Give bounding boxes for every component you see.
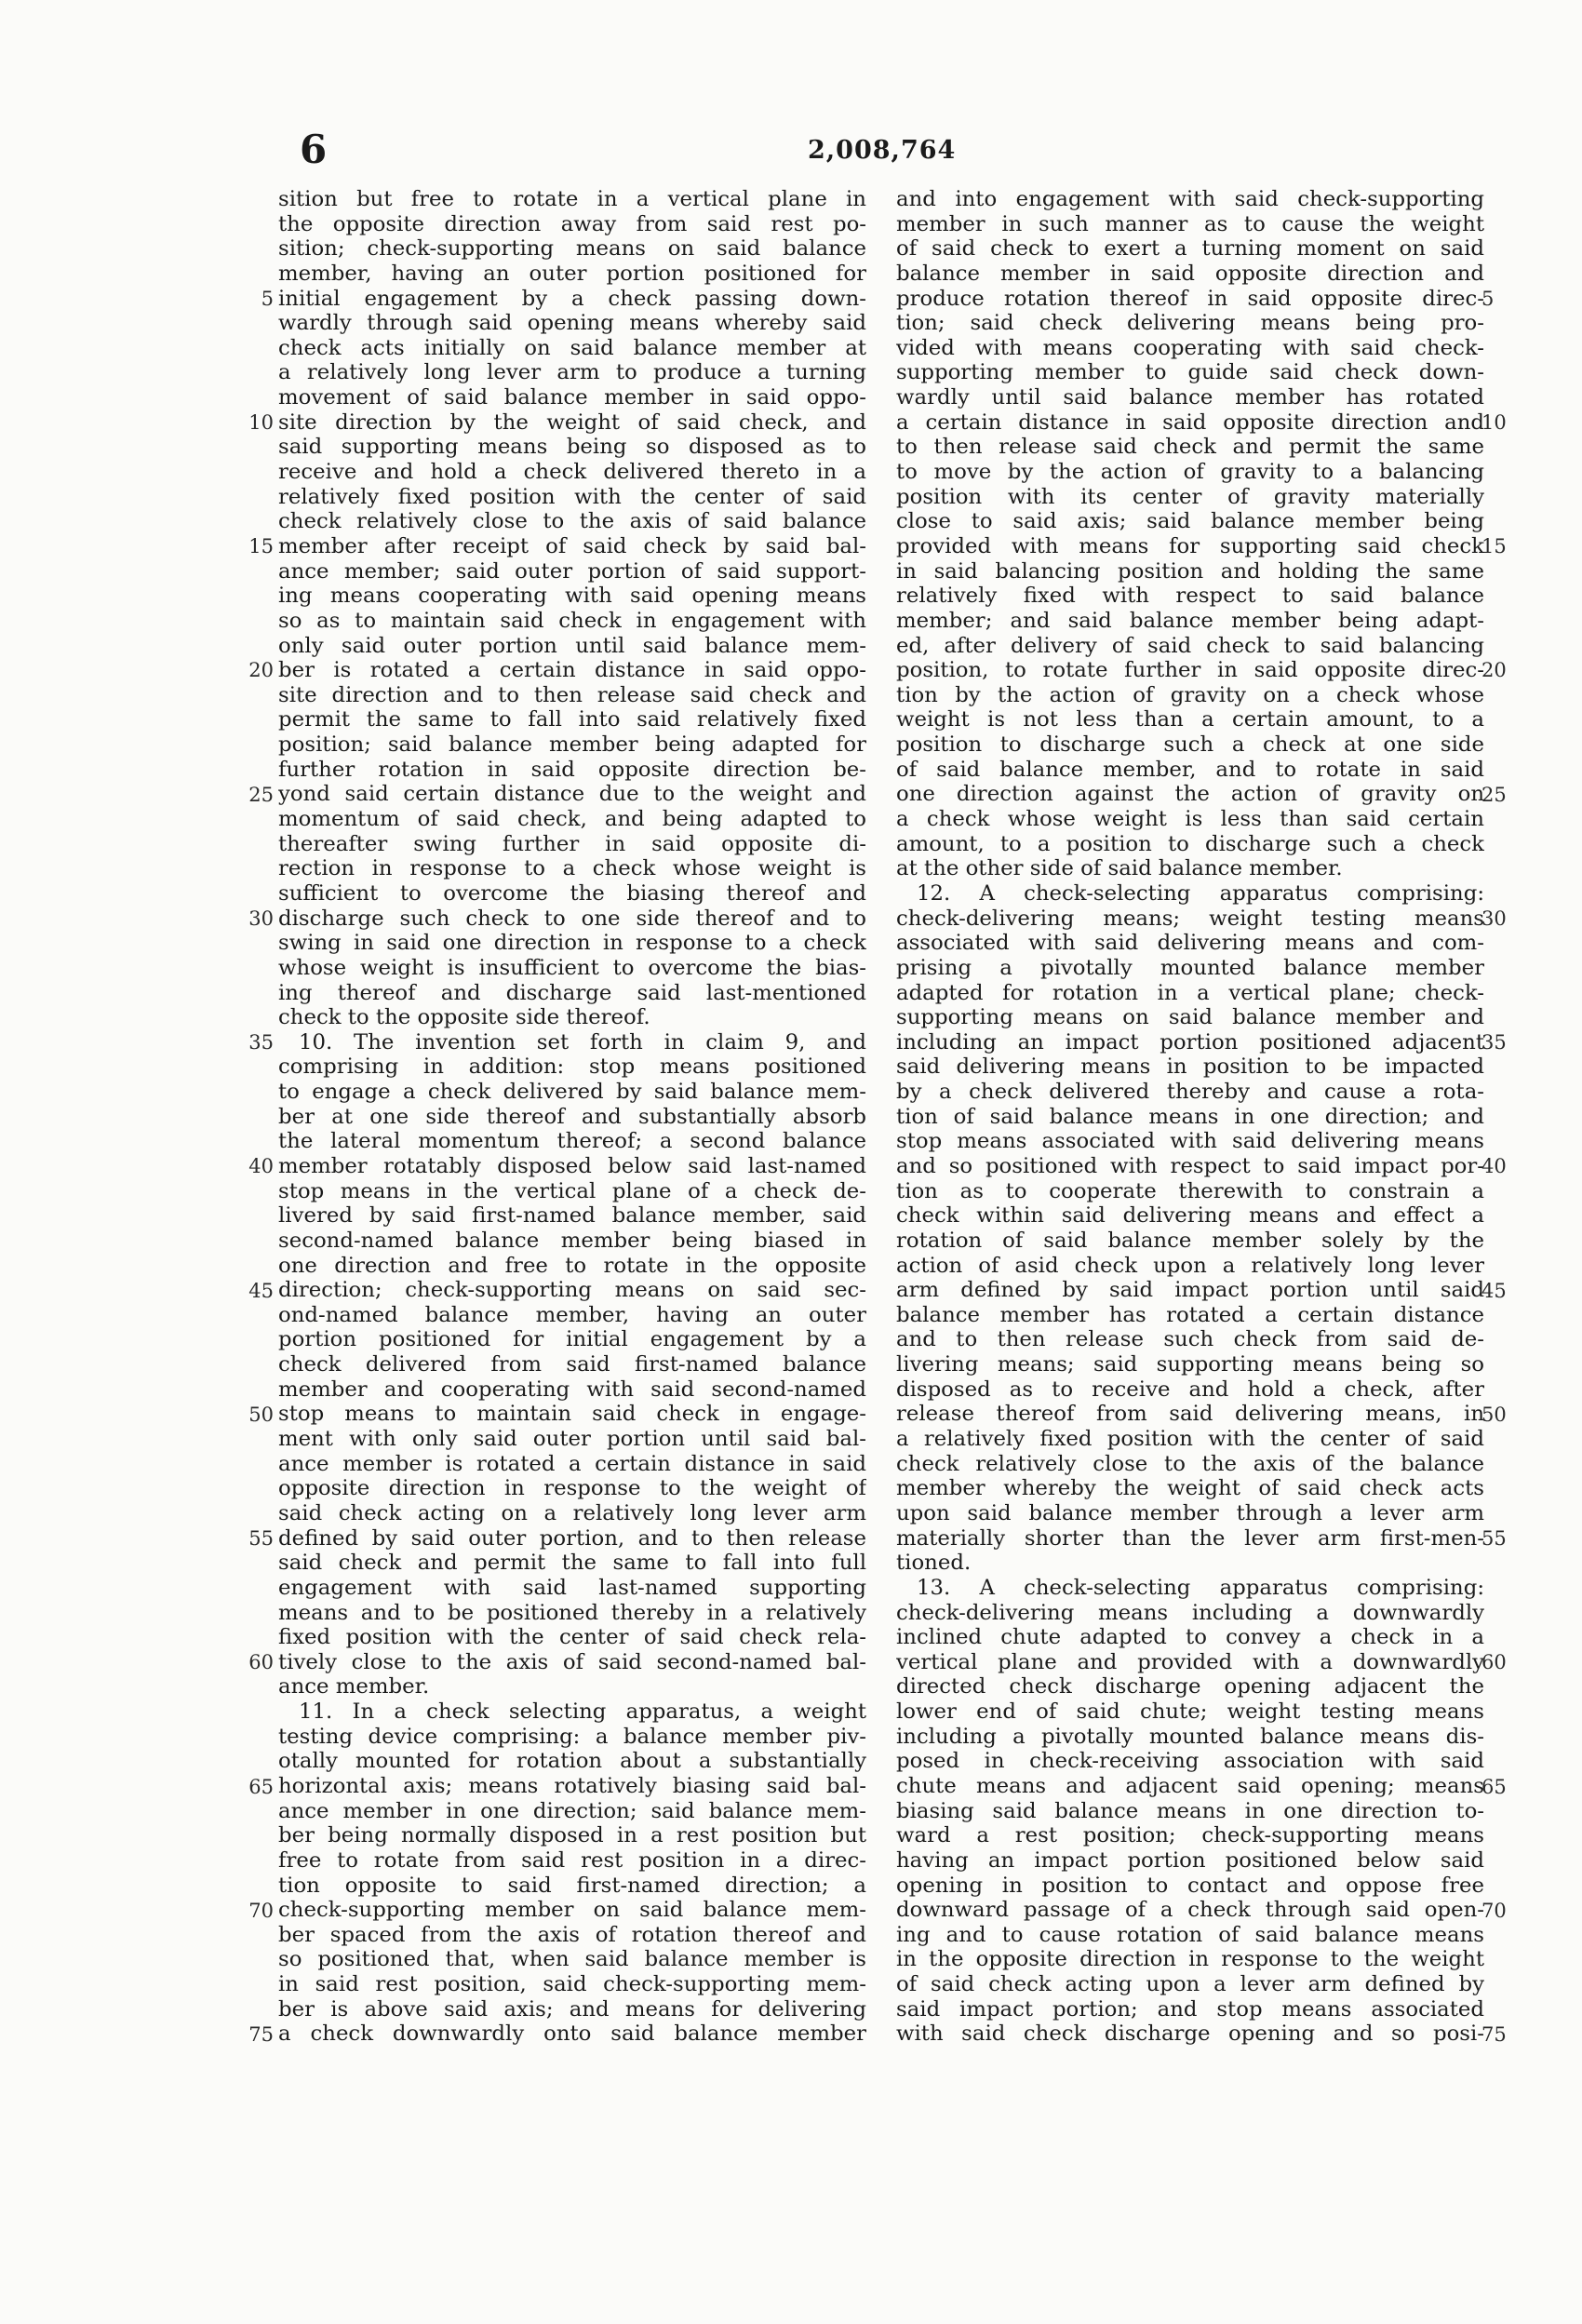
text-line: and into engagement with said check-supporting	[896, 187, 1484, 211]
text-line: weight is not less than a certain amount, to a	[896, 707, 1484, 732]
text-line: one direction against the action of gravity on	[896, 782, 1484, 807]
text-line: ed, after delivery of said check to said balancing	[896, 633, 1484, 658]
text-line: check-delivering means including a downwardly	[896, 1600, 1484, 1625]
text-line: the lateral momentum thereof; a second balance	[278, 1129, 866, 1154]
line-number: 55	[1481, 1527, 1507, 1551]
text-line: tion of said balance means in one direction; and	[896, 1104, 1484, 1129]
text-line: opening in position to contact and oppose free	[896, 1873, 1484, 1898]
text-line: chute means and adjacent said opening; means	[896, 1774, 1484, 1798]
line-number: 50	[1481, 1403, 1507, 1426]
text-line: ing means cooperating with said opening means	[278, 584, 866, 609]
line-number: 40	[248, 1155, 274, 1178]
text-line: horizontal axis; means rotatively biasing said bal-	[278, 1774, 866, 1798]
text-line: so positioned that, when said balance member is	[278, 1947, 866, 1972]
line-number: 70	[1481, 1899, 1507, 1922]
text-line: check relatively close to the axis of the balance	[896, 1451, 1484, 1476]
text-line: position; said balance member being adapted for	[278, 732, 866, 758]
text-line: 10. The invention set forth in claim 9, and	[299, 1029, 866, 1055]
text-line: and to then release such check from said de-	[896, 1327, 1484, 1352]
text-line: close to said axis; said balance member being	[896, 509, 1484, 534]
text-line: momentum of said check, and being adapted to	[278, 807, 866, 832]
text-line: ance member is rotated a certain distance in said	[278, 1451, 866, 1476]
text-line: testing device comprising: a balance member piv-	[278, 1724, 866, 1749]
text-line: ond-named balance member, having an outer	[278, 1302, 866, 1327]
line-number: 50	[248, 1403, 274, 1426]
text-line: at the other side of said balance member.	[896, 856, 1343, 881]
text-line: member and cooperating with said second-named	[278, 1377, 866, 1402]
text-line: site direction by the weight of said check, and	[278, 410, 866, 435]
text-line: posed in check-receiving association with said	[896, 1749, 1484, 1774]
text-line: sition but free to rotate in a vertical plane in	[278, 187, 866, 211]
line-number: 65	[1481, 1775, 1507, 1798]
text-line: vertical plane and provided with a downwardly	[896, 1649, 1484, 1674]
text-line: portion positioned for initial engagement by a	[278, 1327, 866, 1352]
line-number: 45	[1481, 1279, 1507, 1302]
text-line: prising a pivotally mounted balance member	[896, 955, 1484, 980]
text-line: relatively fixed position with the center of said	[278, 484, 866, 509]
patent-number: 2,008,764	[808, 136, 957, 165]
text-line: balance member has rotated a certain distance	[896, 1302, 1484, 1327]
text-line: ward a rest position; check-supporting means	[896, 1823, 1484, 1848]
line-number: 60	[1481, 1651, 1507, 1674]
text-line: stop means in the vertical plane of a check de-	[278, 1178, 866, 1203]
text-line: member in such manner as to cause the weight	[896, 211, 1484, 236]
text-line: yond said certain distance due to the weight and	[278, 782, 866, 807]
text-line: to engage a check delivered by said balance mem-	[278, 1080, 866, 1105]
line-number: 70	[248, 1899, 274, 1922]
text-line: ber at one side thereof and substantially absorb	[278, 1104, 866, 1129]
text-line: adapted for rotation in a vertical plane; check-	[896, 980, 1484, 1005]
text-line: comprising in addition: stop means positioned	[278, 1055, 866, 1080]
text-line: supporting means on said balance member and	[896, 1005, 1484, 1030]
text-line: wardly until said balance member has rotated	[896, 385, 1484, 410]
text-line: of said balance member, and to rotate in said	[896, 757, 1484, 782]
text-line: member, having an outer portion positioned for	[278, 261, 866, 286]
text-line: rection in response to a check whose weight is	[278, 856, 866, 881]
text-line: member rotatably disposed below said last-named	[278, 1153, 866, 1178]
text-line: supporting member to guide said check down-	[896, 360, 1484, 385]
text-line: so as to maintain said check in engagement with	[278, 608, 866, 633]
text-line: otally mounted for rotation about a substantially	[278, 1749, 866, 1774]
text-line: ber spaced from the axis of rotation thereof and	[278, 1922, 866, 1947]
text-line: permit the same to fall into said relatively fixed	[278, 707, 866, 732]
text-line: second-named balance member being biased in	[278, 1228, 866, 1253]
text-line: provided with means for supporting said check	[896, 533, 1484, 558]
text-line: movement of said balance member in said oppo-	[278, 385, 866, 410]
line-number: 75	[248, 2023, 274, 2047]
text-line: ber is rotated a certain distance in said oppo-	[278, 658, 866, 683]
text-line: to then release said check and permit the same	[896, 435, 1484, 460]
text-line: check-supporting member on said balance mem-	[278, 1898, 866, 1923]
line-number: 35	[248, 1031, 274, 1055]
text-line: tion; said check delivering means being pro-	[896, 311, 1484, 336]
text-line: said supporting means being so disposed as to	[278, 435, 866, 460]
text-line: of said check acting upon a lever arm defined by	[896, 1972, 1484, 1997]
line-number: 30	[248, 907, 274, 930]
text-line: one direction and free to rotate in the opposite	[278, 1253, 866, 1278]
text-line: only said outer portion until said balance mem-	[278, 633, 866, 658]
text-line: member; and said balance member being adapt-	[896, 608, 1484, 633]
text-line: ment with only said outer portion until said bal-	[278, 1427, 866, 1452]
line-number: 40	[1481, 1155, 1507, 1178]
text-line: upon said balance member through a lever arm	[896, 1500, 1484, 1525]
text-line: ing thereof and discharge said last-mentioned	[278, 980, 866, 1005]
line-number: 20	[1481, 659, 1507, 682]
left-text-column	[278, 187, 866, 2047]
text-line: tioned.	[896, 1551, 972, 1576]
text-line: disposed as to receive and hold a check, after	[896, 1377, 1484, 1402]
text-line: wardly through said opening means whereby said	[278, 311, 866, 336]
text-line: inclined chute adapted to convey a check in a	[896, 1625, 1484, 1650]
text-line: direction; check-supporting means on said sec-	[278, 1278, 866, 1303]
text-line: ance member in one direction; said balance mem-	[278, 1798, 866, 1823]
text-line: ance member; said outer portion of said support-	[278, 558, 866, 584]
text-line: ber being normally disposed in a rest position but	[278, 1823, 866, 1848]
text-line: tively close to the axis of said second-named bal-	[278, 1649, 866, 1674]
text-line: a certain distance in said opposite direction and	[896, 410, 1484, 435]
text-line: said check acting on a relatively long lever arm	[278, 1500, 866, 1525]
text-line: member after receipt of said check by said bal-	[278, 533, 866, 558]
text-line: materially shorter than the lever arm first-men-	[896, 1525, 1484, 1551]
text-line: said delivering means in position to be impacted	[896, 1055, 1484, 1080]
line-number: 65	[248, 1775, 274, 1798]
text-line: a relatively long lever arm to produce a turning	[278, 360, 866, 385]
text-line: check acts initially on said balance member at	[278, 335, 866, 360]
text-line: check delivered from said first-named balance	[278, 1352, 866, 1377]
text-line: produce rotation thereof in said opposite direc-	[896, 286, 1484, 311]
line-number: 30	[1481, 907, 1507, 930]
text-line: amount, to a position to discharge such a check	[896, 831, 1484, 856]
text-line: of said check to exert a turning moment on said	[896, 236, 1484, 262]
text-line: livering means; said supporting means being so	[896, 1352, 1484, 1377]
text-line: said impact portion; and stop means associated	[896, 1996, 1484, 2022]
text-line: 13. A check-selecting apparatus comprising:	[917, 1575, 1484, 1600]
text-line: balance member in said opposite direction and	[896, 261, 1484, 286]
text-line: tion opposite to said first-named direction; a	[278, 1873, 866, 1898]
text-line: in the opposite direction in response to the weight	[896, 1947, 1484, 1972]
text-line: a check downwardly onto said balance member	[278, 2022, 866, 2047]
text-line: ance member.	[278, 1674, 430, 1699]
line-number: 35	[1481, 1031, 1507, 1055]
text-line: free to rotate from said rest position in a direc-	[278, 1847, 866, 1873]
right-text-column	[896, 187, 1484, 2047]
text-line: member whereby the weight of said check acts	[896, 1476, 1484, 1501]
line-number: 15	[1481, 535, 1507, 558]
text-line: initial engagement by a check passing down-	[278, 286, 866, 311]
text-line: biasing said balance means in one direction to-	[896, 1798, 1484, 1823]
text-line: engagement with said last-named supporting	[278, 1575, 866, 1600]
text-line: 12. A check-selecting apparatus comprising:	[917, 880, 1484, 906]
text-line: relatively fixed with respect to said balance	[896, 584, 1484, 609]
text-line: by a check delivered thereby and cause a rota-	[896, 1080, 1484, 1105]
text-line: position, to rotate further in said opposite direc-	[896, 658, 1484, 683]
text-line: to move by the action of gravity to a balancing	[896, 460, 1484, 485]
line-number: 55	[248, 1527, 274, 1551]
text-line: position to discharge such a check at one side	[896, 732, 1484, 758]
text-line: said check and permit the same to fall into full	[278, 1551, 866, 1576]
text-line: fixed position with the center of said check rela-	[278, 1625, 866, 1650]
text-line: receive and hold a check delivered thereto in a	[278, 460, 866, 485]
text-line: lower end of said chute; weight testing means	[896, 1699, 1484, 1725]
text-line: further rotation in said opposite direction be-	[278, 757, 866, 782]
line-number: 25	[248, 783, 274, 806]
text-line: including a pivotally mounted balance means dis-	[896, 1724, 1484, 1749]
text-line: rotation of said balance member solely by the	[896, 1228, 1484, 1253]
text-line: with said check discharge opening and so posi-	[896, 2022, 1484, 2047]
page-number: 6	[300, 127, 328, 172]
text-line: arm defined by said impact portion until said	[896, 1278, 1484, 1303]
line-number: 10	[248, 410, 274, 434]
text-line: 11. In a check selecting apparatus, a weight	[299, 1699, 866, 1725]
line-number: 25	[1481, 783, 1507, 806]
text-line: release thereof from said delivering means, in	[896, 1402, 1484, 1427]
text-line: discharge such check to one side thereof and to	[278, 906, 866, 931]
text-line: defined by said outer portion, and to then release	[278, 1525, 866, 1551]
text-line: action of asid check upon a relatively long lever	[896, 1253, 1484, 1278]
line-number: 10	[1481, 410, 1507, 434]
text-line: means and to be positioned thereby in a relatively	[278, 1600, 866, 1625]
text-line: check relatively close to the axis of said balance	[278, 509, 866, 534]
text-line: in said balancing position and holding the same	[896, 558, 1484, 584]
text-line: check-delivering means; weight testing means	[896, 906, 1484, 931]
text-line: having an impact portion positioned below said	[896, 1847, 1484, 1873]
text-line: check to the opposite side thereof.	[278, 1005, 650, 1030]
text-line: stop means associated with said delivering means	[896, 1129, 1484, 1154]
text-line: position with its center of gravity materially	[896, 484, 1484, 509]
text-line: sufficient to overcome the biasing thereof and	[278, 880, 866, 906]
text-line: in said rest position, said check-supporting mem-	[278, 1972, 866, 1997]
text-line: downward passage of a check through said open-	[896, 1898, 1484, 1923]
line-number: 5	[1481, 287, 1495, 310]
line-number: 60	[248, 1651, 274, 1674]
text-line: swing in said one direction in response to a check	[278, 931, 866, 956]
text-line: sition; check-supporting means on said balance	[278, 236, 866, 262]
text-line: the opposite direction away from said rest po-	[278, 211, 866, 236]
line-number: 5	[261, 287, 274, 310]
text-line: whose weight is insufficient to overcome the bias-	[278, 955, 866, 980]
line-number: 15	[248, 535, 274, 558]
text-line: associated with said delivering means and com-	[896, 931, 1484, 956]
text-line: check within said delivering means and effect a	[896, 1203, 1484, 1229]
line-number: 45	[248, 1279, 274, 1302]
text-line: directed check discharge opening adjacent the	[896, 1674, 1484, 1699]
text-line: site direction and to then release said check and	[278, 682, 866, 707]
text-line: thereafter swing further in said opposite di-	[278, 831, 866, 856]
text-line: a relatively fixed position with the center of said	[896, 1427, 1484, 1452]
text-line: livered by said first-named balance member, said	[278, 1203, 866, 1229]
text-line: tion as to cooperate therewith to constrain a	[896, 1178, 1484, 1203]
text-line: vided with means cooperating with said check-	[896, 335, 1484, 360]
text-line: tion by the action of gravity on a check whose	[896, 682, 1484, 707]
line-number: 75	[1481, 2023, 1507, 2047]
text-line: ing and to cause rotation of said balance means	[896, 1922, 1484, 1947]
text-line: stop means to maintain said check in engage-	[278, 1402, 866, 1427]
text-line: including an impact portion positioned adjacent	[896, 1029, 1484, 1055]
text-line: opposite direction in response to the weight of	[278, 1476, 866, 1501]
text-line: and so positioned with respect to said impact por-	[896, 1153, 1484, 1178]
text-line: a check whose weight is less than said certain	[896, 807, 1484, 832]
text-line: ber is above said axis; and means for delivering	[278, 1996, 866, 2022]
line-number: 20	[248, 659, 274, 682]
